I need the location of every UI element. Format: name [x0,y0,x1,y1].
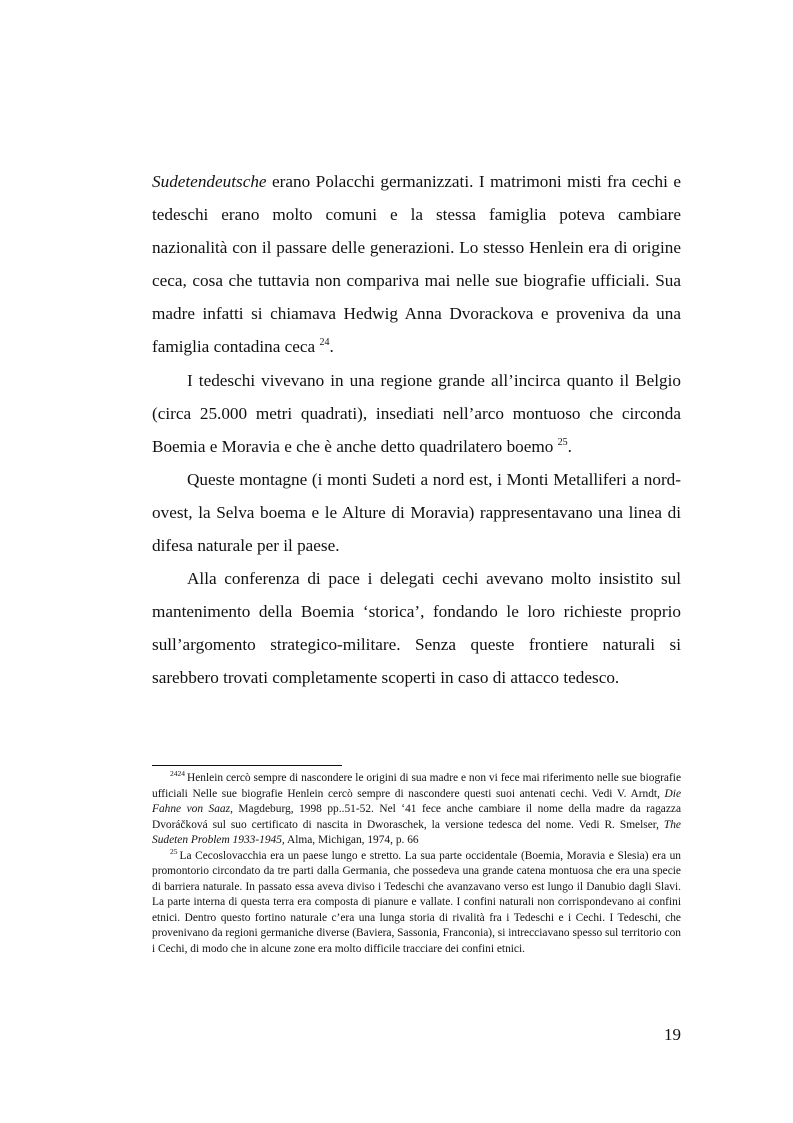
text-run: I tedeschi vivevano in una regione grande all’incirca quanto il Belgio (circa 25.000 metri quadrati), insediati nell’arco montuoso che circonda Boemia e Moravia e che è anche detto quadrilatero boemo [152,370,681,456]
text-run: Henlein cercò sempre di nascondere le origini di sua madre e non vi fece mai riferimento nelle sue biografie ufficiali Nelle sue biografie Henlein cercò sempre di nascondere questi suoi antenati cechi. Vedi V. Arndt, [152,772,681,800]
footnote-separator [152,765,342,766]
body-text [152,165,681,695]
text-run: Alma, Michigan, 1974, p. 66 [284,834,419,846]
paragraph [152,562,681,694]
text-run: Queste montagne (i monti Sudeti a nord est, i Monti Metalliferi a nord-ovest, la Selva boema e le Alture di Moravia) rappresentavano una linea di difesa naturale per il paese. [152,469,681,556]
footnotes [152,771,681,957]
footnote-number: 2424 [170,769,185,778]
text-run: Alla conferenza di pace i delegati cechi avevano molto insistito sul mantenimento della Boemia ‘storica’, fondando le loro richieste proprio sull’argomento strategico-militare. Senza queste frontiere naturali si sarebbero trovati completamente scoperti in caso di attacco tedesco. [152,569,681,688]
italic-text: Die Fahne von Saaz [152,787,681,815]
paragraph [152,165,681,364]
text-run: La Cecoslovacchia era un paese lungo e stretto. La sua parte occidentale (Boemia, Moravia e Slesia) era un promontorio circondato da tre parti dalla Germania, che possedeva una grande catena montuosa che era una specie di barriera naturale. In passato essa aveva diviso i Tedeschi che avanzavano verso est lungo il Danubio dagli Slavi. La parte interna di questa terra era composta di pianure e vallate. I confini naturali non corrispondevano ai confini etnici. Dentro questo fortino naturale c’era una lunga storia di rivalità fra i Tedeschi e i Cechi. I Tedeschi, che provenivano da regioni germaniche diverse (Baviera, Sassonia, Franconia), si intrecciavano spesso sul territorio con i Cechi, di modo che in alcune zone era molto difficile tracciare dei confini etnici. [152,849,681,955]
footnote-reference: 25 [557,436,568,448]
italic-text: Sudetendeutsche [152,172,267,191]
text-run: . [329,337,334,357]
italic-text: The Sudeten Problem 1933-1945, [152,818,681,846]
footnote [152,846,681,958]
footnote-reference: 24 [319,337,330,349]
text-run: erano Polacchi germanizzati. I matrimoni misti fra cechi e tedeschi erano molto comuni e la stessa famiglia poteva cambiare nazionalità con il passare delle generazioni. Lo stesso Henlein era di origine ceca, cosa che tuttavia non compariva mai nelle sue biografie ufficiali. Sua madre infatti si chiamava Hedwig Anna Dvorackova e proveniva da una famiglia contadina ceca [152,172,681,357]
paragraph [152,364,681,463]
page-number: 19 [664,1025,681,1044]
text-run: . [567,436,572,456]
text-run: , Magdeburg, 1998 pp..51-52. Nel ‘41 fece anche cambiare il nome della madre da ragazza Dvoráčková sul suo certificato di nascita in Dworaschek, la versione tedesca del nome. Vedi R. Smelser, [152,803,681,831]
paragraph [152,463,681,562]
footnote-number: 25 [170,846,178,856]
footnote [152,771,681,849]
